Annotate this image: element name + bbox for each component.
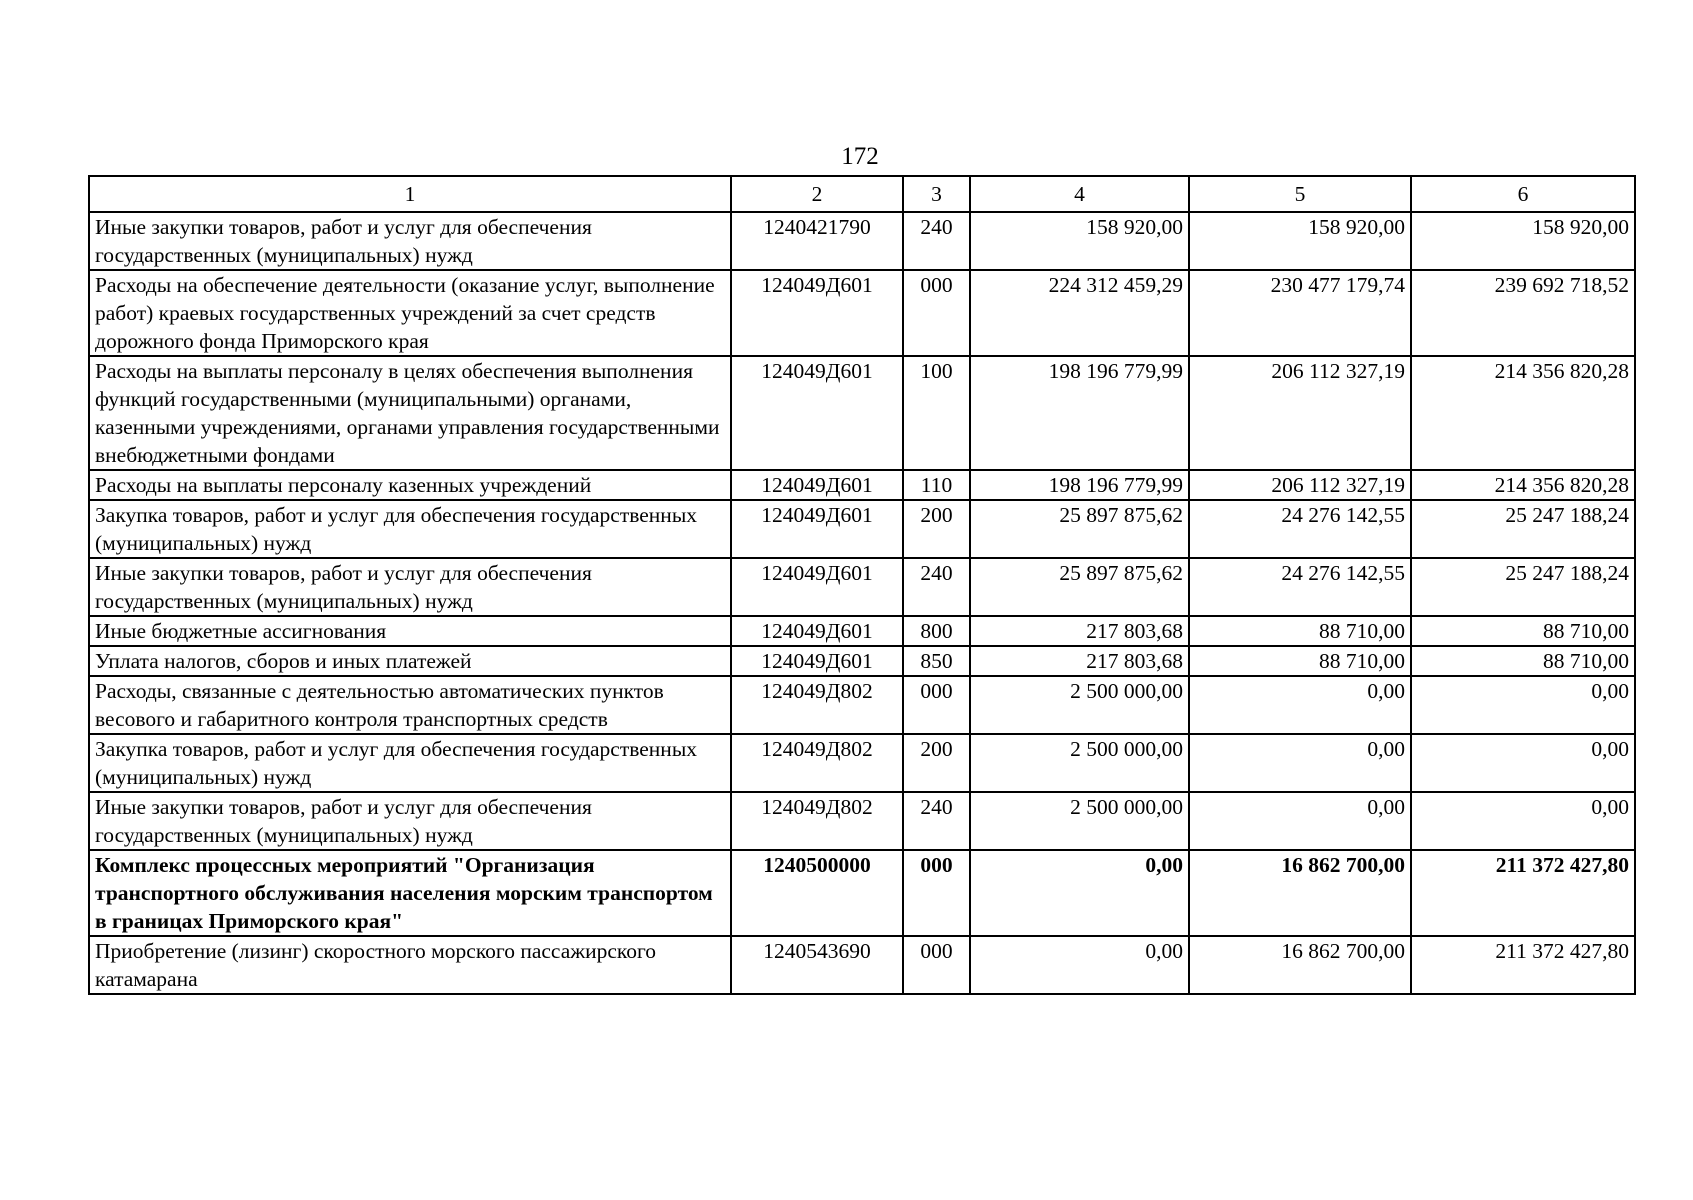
- row-expense-type-cell: 240: [903, 792, 970, 850]
- row-name-cell: Расходы, связанные с деятельностью автоматических пунктов весового и габаритного контроля транспортных средств: [89, 676, 731, 734]
- row-expense-type-cell: 800: [903, 616, 970, 646]
- table-row: [89, 270, 1635, 356]
- row-amount-col5: 88 710,00: [1189, 646, 1411, 676]
- row-name-cell: Иные закупки товаров, работ и услуг для обеспечения государственных (муниципальных) нужд: [89, 558, 731, 616]
- row-name-cell: Иные закупки товаров, работ и услуг для обеспечения государственных (муниципальных) нужд: [89, 792, 731, 850]
- table-row: [89, 734, 1635, 792]
- row-name-cell: Расходы на обеспечение деятельности (оказание услуг, выполнение работ) краевых государственных учреждений за счет средств дорожного фонда Приморского края: [89, 270, 731, 356]
- row-expense-type-cell: 110: [903, 470, 970, 500]
- row-name-cell: Уплата налогов, сборов и иных платежей: [89, 646, 731, 676]
- row-code-cell: 1240543690: [731, 936, 903, 994]
- row-amount-col6: 211 372 427,80: [1411, 936, 1635, 994]
- row-name-cell: Комплекс процессных мероприятий "Организация транспортного обслуживания населения морским транспортом в границах Приморского края": [89, 850, 731, 936]
- row-amount-col6: 25 247 188,24: [1411, 558, 1635, 616]
- row-expense-type-cell: 850: [903, 646, 970, 676]
- row-amount-col5: 0,00: [1189, 734, 1411, 792]
- row-code-cell: 124049Д601: [731, 616, 903, 646]
- table-row: [89, 212, 1635, 270]
- row-amount-col4: 25 897 875,62: [970, 500, 1189, 558]
- row-amount-col5: 158 920,00: [1189, 212, 1411, 270]
- row-amount-col4: 2 500 000,00: [970, 676, 1189, 734]
- row-amount-col5: 24 276 142,55: [1189, 558, 1411, 616]
- row-code-cell: 124049Д802: [731, 792, 903, 850]
- row-amount-col5: 206 112 327,19: [1189, 470, 1411, 500]
- row-amount-col6: 214 356 820,28: [1411, 356, 1635, 470]
- row-amount-col6: 0,00: [1411, 792, 1635, 850]
- table-row: [89, 500, 1635, 558]
- table-row: [89, 470, 1635, 500]
- row-amount-col5: 16 862 700,00: [1189, 850, 1411, 936]
- table-row: [89, 646, 1635, 676]
- row-amount-col4: 217 803,68: [970, 616, 1189, 646]
- row-code-cell: 124049Д802: [731, 734, 903, 792]
- column-header: 2: [731, 176, 903, 212]
- row-amount-col5: 230 477 179,74: [1189, 270, 1411, 356]
- row-amount-col4: 0,00: [970, 850, 1189, 936]
- row-amount-col6: 239 692 718,52: [1411, 270, 1635, 356]
- row-amount-col5: 24 276 142,55: [1189, 500, 1411, 558]
- column-header: 5: [1189, 176, 1411, 212]
- row-name-cell: Приобретение (лизинг) скоростного морского пассажирского катамарана: [89, 936, 731, 994]
- row-name-cell: Иные бюджетные ассигнования: [89, 616, 731, 646]
- row-amount-col4: 2 500 000,00: [970, 734, 1189, 792]
- row-amount-col6: 0,00: [1411, 676, 1635, 734]
- table-row: [89, 676, 1635, 734]
- row-amount-col6: 0,00: [1411, 734, 1635, 792]
- row-amount-col5: 88 710,00: [1189, 616, 1411, 646]
- row-expense-type-cell: 100: [903, 356, 970, 470]
- row-amount-col4: 224 312 459,29: [970, 270, 1189, 356]
- row-amount-col4: 217 803,68: [970, 646, 1189, 676]
- column-header: 1: [89, 176, 731, 212]
- table-row: [89, 936, 1635, 994]
- row-expense-type-cell: 240: [903, 558, 970, 616]
- table-row: [89, 558, 1635, 616]
- row-amount-col4: 158 920,00: [970, 212, 1189, 270]
- row-expense-type-cell: 200: [903, 500, 970, 558]
- row-expense-type-cell: 000: [903, 850, 970, 936]
- row-name-cell: Иные закупки товаров, работ и услуг для обеспечения государственных (муниципальных) нужд: [89, 212, 731, 270]
- row-code-cell: 124049Д601: [731, 558, 903, 616]
- row-amount-col5: 0,00: [1189, 792, 1411, 850]
- row-amount-col4: 25 897 875,62: [970, 558, 1189, 616]
- row-amount-col6: 211 372 427,80: [1411, 850, 1635, 936]
- row-name-cell: Расходы на выплаты персоналу казенных учреждений: [89, 470, 731, 500]
- row-amount-col4: 0,00: [970, 936, 1189, 994]
- row-amount-col6: 214 356 820,28: [1411, 470, 1635, 500]
- row-code-cell: 124049Д601: [731, 500, 903, 558]
- table-row: [89, 616, 1635, 646]
- row-code-cell: 124049Д601: [731, 646, 903, 676]
- row-expense-type-cell: 000: [903, 270, 970, 356]
- table-row: [89, 356, 1635, 470]
- table-row: [89, 792, 1635, 850]
- row-code-cell: 124049Д802: [731, 676, 903, 734]
- row-code-cell: 1240421790: [731, 212, 903, 270]
- table-row-program-complex: [89, 850, 1635, 936]
- column-header: 4: [970, 176, 1189, 212]
- row-amount-col5: 16 862 700,00: [1189, 936, 1411, 994]
- row-amount-col6: 158 920,00: [1411, 212, 1635, 270]
- row-amount-col6: 88 710,00: [1411, 646, 1635, 676]
- page-number: 172: [841, 143, 879, 170]
- row-code-cell: 1240500000: [731, 850, 903, 936]
- row-expense-type-cell: 000: [903, 936, 970, 994]
- row-name-cell: Закупка товаров, работ и услуг для обеспечения государственных (муниципальных) нужд: [89, 734, 731, 792]
- column-header: 3: [903, 176, 970, 212]
- table-header-row: [89, 176, 1635, 212]
- row-expense-type-cell: 240: [903, 212, 970, 270]
- row-amount-col6: 25 247 188,24: [1411, 500, 1635, 558]
- row-amount-col4: 198 196 779,99: [970, 356, 1189, 470]
- budget-table: [88, 175, 1636, 995]
- row-code-cell: 124049Д601: [731, 356, 903, 470]
- row-amount-col4: 198 196 779,99: [970, 470, 1189, 500]
- row-amount-col5: 0,00: [1189, 676, 1411, 734]
- row-name-cell: Расходы на выплаты персоналу в целях обеспечения выполнения функций государственными (муниципальными) органами, казенными учреждениями, органами управления государственными внебюджетными фондами: [89, 356, 731, 470]
- row-amount-col6: 88 710,00: [1411, 616, 1635, 646]
- row-expense-type-cell: 200: [903, 734, 970, 792]
- row-expense-type-cell: 000: [903, 676, 970, 734]
- row-name-cell: Закупка товаров, работ и услуг для обеспечения государственных (муниципальных) нужд: [89, 500, 731, 558]
- row-code-cell: 124049Д601: [731, 470, 903, 500]
- row-code-cell: 124049Д601: [731, 270, 903, 356]
- column-header: 6: [1411, 176, 1635, 212]
- row-amount-col4: 2 500 000,00: [970, 792, 1189, 850]
- row-amount-col5: 206 112 327,19: [1189, 356, 1411, 470]
